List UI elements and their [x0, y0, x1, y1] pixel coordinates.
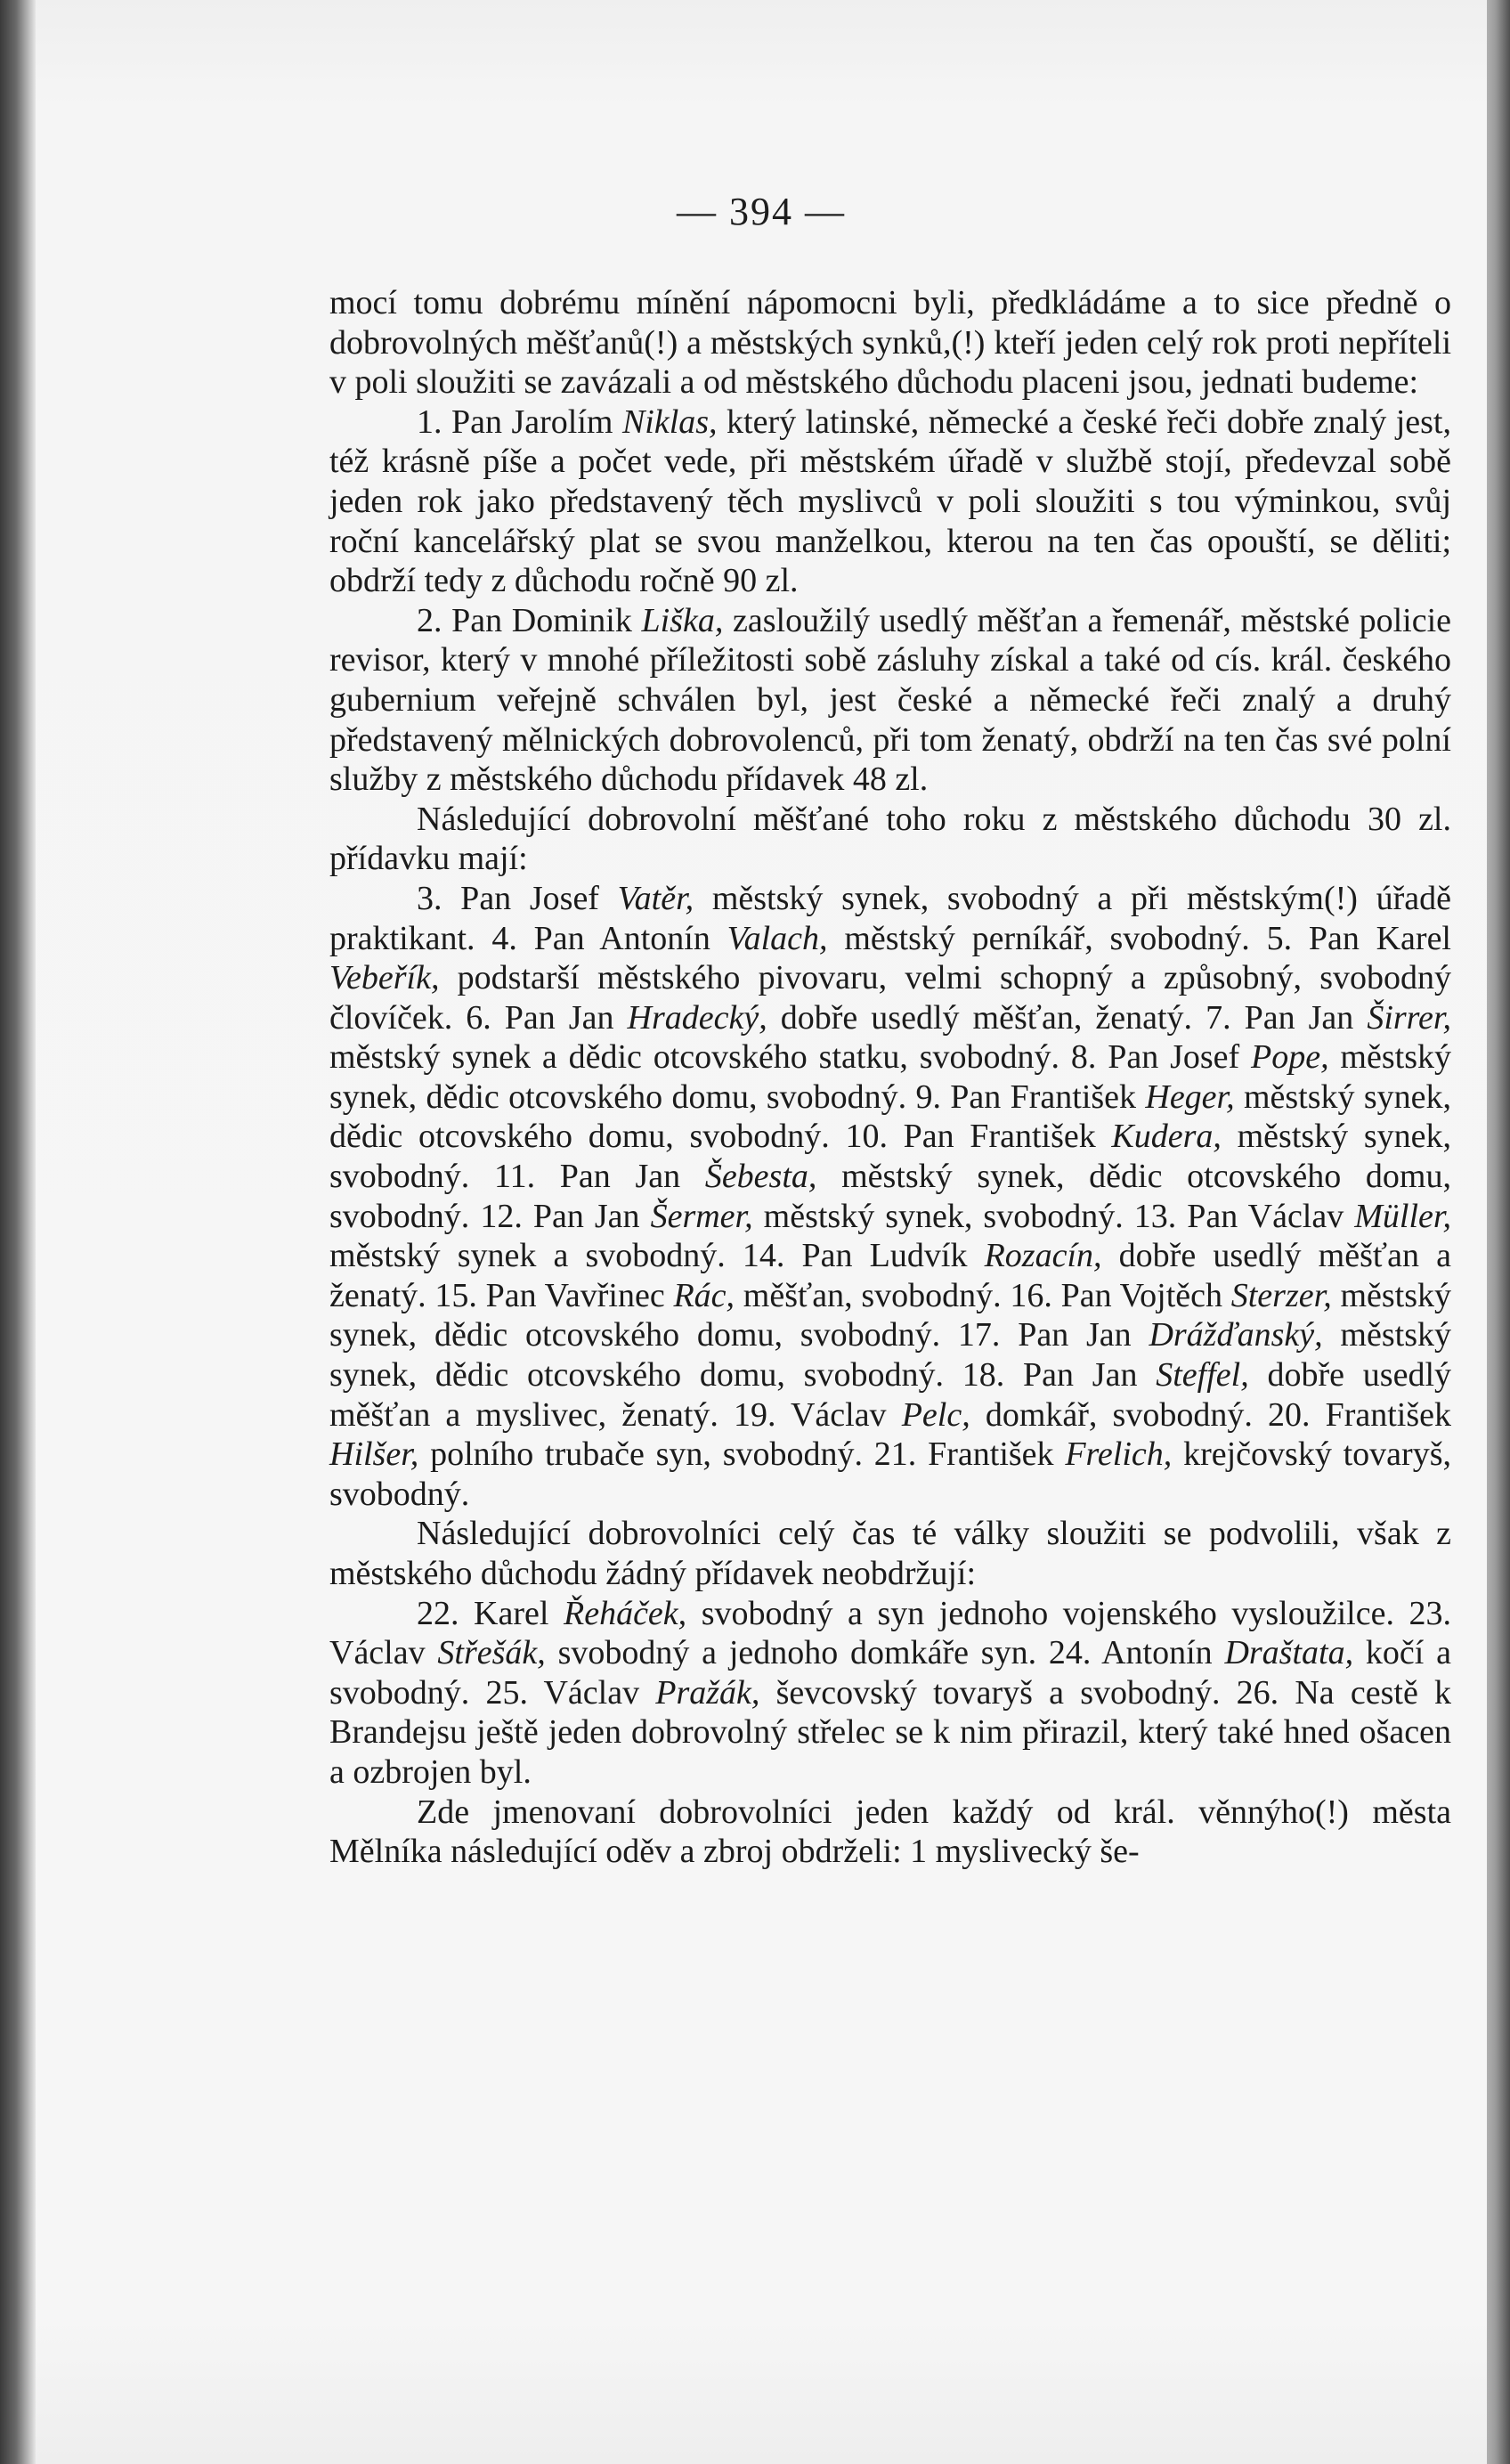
- text-run: městský synek a svobodný. 14. Pan Ludvík: [329, 1237, 985, 1275]
- person-surname: Liška,: [641, 601, 724, 639]
- person-surname: Vatěr,: [617, 879, 694, 917]
- text-run: svobodný a jednoho domkáře syn. 24. Antonín: [545, 1634, 1225, 1672]
- body-text: [329, 283, 1451, 1872]
- person-surname: Rác,: [673, 1276, 735, 1314]
- text-run: městský synek, dědic otcovského domu, svobodný. 9. Pan František: [329, 1038, 1451, 1116]
- person-surname: Hradecký,: [627, 998, 767, 1037]
- text-run: 2. Pan Dominik: [417, 601, 642, 639]
- person-surname: Řeháček,: [563, 1594, 687, 1632]
- paragraph: [329, 879, 1451, 1515]
- text-run: dobře usedlý měšťan, ženatý. 7. Pan Jan: [767, 998, 1368, 1037]
- text-run: měšťan, svobodný. 16. Pan Vojtěch: [735, 1276, 1231, 1314]
- text-run: Zde jmenovaní dobrovolníci jeden každý od král. věnnýho(!) města Mělníka následující oděv a zbroj obdrželi: 1 myslivecký še-: [329, 1793, 1451, 1871]
- text-run: městský synek a dědic otcovského statku, svobodný. 8. Pan Josef: [329, 1038, 1252, 1077]
- page-number: — 394 —: [677, 190, 846, 233]
- text-run: podstarší městského pivovaru, velmi schopný a způsobný, svobodný človíček. 6. Pan Jan: [329, 959, 1451, 1037]
- person-surname: Frelich,: [1065, 1435, 1173, 1474]
- text-run: 1. Pan Jarolím: [417, 403, 622, 441]
- person-surname: Drážďanský,: [1149, 1316, 1323, 1354]
- text-run: 3. Pan Josef: [417, 879, 618, 917]
- text-run: městský synek, dědic otcovského domu, svobodný. 10. Pan František: [329, 1077, 1451, 1156]
- person-surname: Vebeřík,: [329, 959, 440, 997]
- text-run: 22. Karel: [417, 1594, 564, 1632]
- text-run: městský synek, svobodný a při městským(!) úřadě praktikant. 4. Pan Antonín: [329, 879, 1451, 957]
- person-surname: Pope,: [1251, 1038, 1329, 1077]
- book-page: [36, 0, 1487, 2464]
- paragraph: [329, 800, 1451, 879]
- text-run: svobodný a syn jednoho vojenského vysloužilce. 23. Václav: [329, 1594, 1451, 1672]
- text-run: dobře usedlý měšťan a myslivec, ženatý. 19. Václav: [329, 1356, 1452, 1434]
- person-surname: Pražák,: [655, 1673, 760, 1712]
- text-run: kočí a svobodný. 25. Václav: [329, 1634, 1451, 1712]
- text-run: dobře usedlý měšťan a ženatý. 15. Pan Vavřinec: [329, 1237, 1451, 1314]
- text-run: ševcovský tovaryš a svobodný. 26. Na cestě k Brandejsu ještě jeden dobrovolný střelec se k nim přirazil, který také hned ošacen a ozbrojen byl.: [329, 1673, 1451, 1791]
- text-run: městský synek, svobodný. 11. Pan Jan: [329, 1118, 1451, 1196]
- text-run: městský synek, dědic otcovského domu, svobodný. 12. Pan Jan: [329, 1158, 1451, 1235]
- text-run: Následující dobrovolní měšťané toho roku z městského důchodu 30 zl. přídavku mají:: [329, 800, 1451, 878]
- person-surname: Müller,: [1354, 1197, 1451, 1235]
- person-surname: Kudera,: [1111, 1118, 1222, 1156]
- text-run: který latinské, německé a české řeči dobře znalý jest, též krásně píše a počet vede, při městském úřadě v službě stojí, předevzal sobě jeden rok jako představený těch myslivců v poli sloužiti s tou výminkou, svůj roční kancelářský plat se svou manželkou, kterou na ten čas opouští, se děliti; obdrží tedy z důchodu ročně 90 zl.: [329, 403, 1451, 600]
- person-surname: Hilšer,: [329, 1435, 419, 1474]
- text-run: městský synek, dědic otcovského domu, svobodný. 17. Pan Jan: [329, 1276, 1451, 1354]
- text-run: Následující dobrovolníci celý čas té války sloužiti se podvolili, však z městského důchodu žádný přídavek neobdržují:: [329, 1515, 1451, 1592]
- person-surname: Šermer,: [650, 1197, 753, 1235]
- person-surname: Niklas,: [621, 403, 718, 441]
- paragraph: [329, 601, 1451, 800]
- person-surname: Heger,: [1145, 1077, 1235, 1116]
- person-surname: Draštata,: [1224, 1634, 1354, 1672]
- text-run: zasloužilý usedlý měšťan a řemenář, městské policie revisor, který v mnohé příležitosti sobě zásluhy získal a také od cís. král. českého gubernium veřejně schválen byl, jest české a německé řeči znalý a druhý představený mělnických dobrovolenců, při tom ženatý, obdrží na ten čas své polní služby z městského důchodu přídavek 48 zl.: [329, 601, 1451, 799]
- paragraph: [329, 1594, 1451, 1793]
- person-surname: Rozacín,: [984, 1237, 1102, 1275]
- paragraph: [329, 283, 1451, 403]
- person-surname: Sterzer,: [1230, 1276, 1332, 1314]
- paragraph: [329, 1514, 1451, 1593]
- person-surname: Šebesta,: [704, 1158, 817, 1196]
- text-run: městský synek, svobodný. 13. Pan Václav: [752, 1197, 1355, 1235]
- text-run: mocí tomu dobrému mínění nápomocni byli, předkládáme a to sice předně o dobrovolných měšťanů(!) a městských synků,(!) kteří jeden celý rok proti nepříteli v poli sloužiti se zavázali a od městského důchodu placeni jsou, jednati budeme:: [329, 284, 1451, 402]
- paragraph: [329, 1793, 1451, 1872]
- person-surname: Pelc,: [901, 1395, 970, 1434]
- text-run: městský synek, dědic otcovského domu, svobodný. 18. Pan Jan: [329, 1316, 1451, 1395]
- text-run: domkář, svobodný. 20. František: [970, 1395, 1451, 1434]
- person-surname: Širrer,: [1367, 998, 1451, 1037]
- person-surname: Valach,: [727, 919, 828, 957]
- text-run: polního trubače syn, svobodný. 21. František: [418, 1435, 1066, 1474]
- person-surname: Střešák,: [437, 1634, 546, 1672]
- person-surname: Steffel,: [1156, 1356, 1249, 1395]
- paragraph: [329, 403, 1451, 601]
- text-run: městský perníkář, svobodný. 5. Pan Karel: [827, 919, 1451, 957]
- text-run: krejčovský tovaryš, svobodný.: [329, 1435, 1451, 1513]
